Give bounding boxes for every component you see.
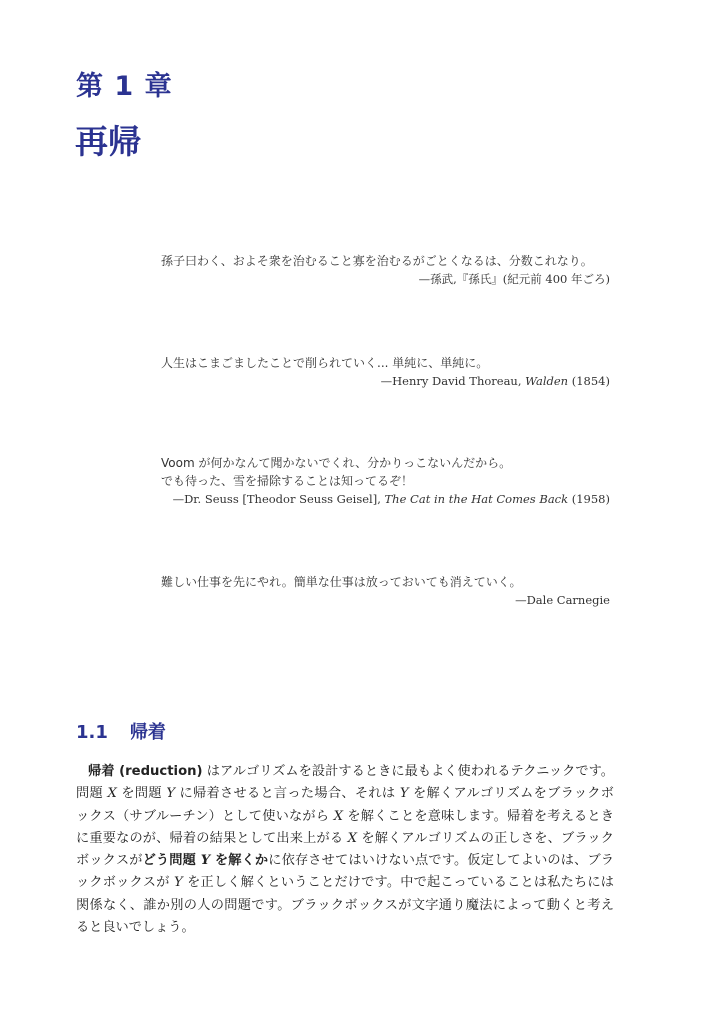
epigraph-attribution: —Dale Carnegie [515, 593, 610, 607]
section-number: 1.1 [76, 722, 108, 743]
text-run: を問題 [116, 786, 167, 802]
section-title: 帰着 [129, 722, 166, 743]
attribution-work: The Cat in the Hat Comes Back [384, 492, 569, 506]
chapter-title: 再帰 [75, 122, 141, 161]
math-var-x: X [107, 786, 117, 802]
epigraph-attribution: —孫武,『孫氏』(紀元前 400 年ごろ) [418, 272, 610, 286]
attribution-author: —Dr. Seuss [Theodor Seuss Geisel], [172, 492, 385, 506]
defined-term: 帰着 (reduction) [88, 764, 203, 779]
attribution-year: (1854) [568, 374, 610, 388]
epigraph-quote-line-1: Voom が何かなんて聞かないでくれ、分かりっこないんだから。 [161, 456, 512, 470]
math-var-y: Y [166, 786, 176, 802]
section-heading [76, 718, 166, 744]
attribution-work: Walden [525, 374, 569, 388]
epigraph-attribution [161, 490, 610, 508]
epigraph-quote: 孫子曰わく、およそ衆を治むること寡を治むるがごとくなるは、分数これなり。 [161, 254, 593, 268]
math-var-x: X [333, 808, 343, 824]
text-run: を正しく解くということだけです。中で起こっていることは私たちには関係なく、誰か別の人の問題です。ブラックボックスが文字通り魔法によって動くと考えると良いでしょう。 [76, 875, 614, 936]
text-run: はアルゴリズムを設計するときに最もよく使われるテクニックです。問題 [76, 764, 614, 802]
emphasis-text: どう問題 [142, 853, 201, 869]
epigraph [161, 354, 610, 390]
epigraph [161, 573, 610, 609]
epigraph-quote-line-2: でも待った、雪を掃除することは知ってるぞ！ [161, 474, 414, 488]
text-run: を解くアルゴリズムをブラックボックス（サブルーチン）として使いながら [76, 786, 614, 824]
attribution-year: (1958) [568, 492, 610, 506]
chapter-label: 第 1 章 [76, 71, 173, 102]
math-var-x: X [347, 830, 357, 846]
epigraph-attribution [161, 372, 610, 390]
math-var-y: Y [399, 786, 409, 802]
emphasis [143, 853, 269, 868]
text-run: を解くアルゴリズムの正しさを、ブラックボックスが [76, 830, 614, 869]
epigraph-quote: 難しい仕事を先にやれ。簡単な仕事は放っておいても消えていく。 [161, 575, 522, 589]
text-run: に依存させてはいけない点です。仮定してよいのは、ブラックボックスが [76, 853, 614, 891]
epigraph-quote: 人生はこまごましたことで削られていく... 単純に、単純に。 [161, 356, 489, 370]
emphasis-text: を解くか [210, 853, 269, 869]
math-var-y: Y [200, 853, 211, 869]
text-run: に帰着させると言った場合、それは [175, 786, 400, 802]
body-paragraph [76, 761, 614, 939]
math-var-y: Y [173, 875, 183, 891]
epigraph [161, 252, 610, 288]
epigraph [161, 454, 610, 508]
text-run: を解くことを意味します。帰着を考えるときに重要なのが、帰着の結果として出来上がる [76, 808, 614, 846]
attribution-author: —Henry David Thoreau, [380, 374, 526, 388]
